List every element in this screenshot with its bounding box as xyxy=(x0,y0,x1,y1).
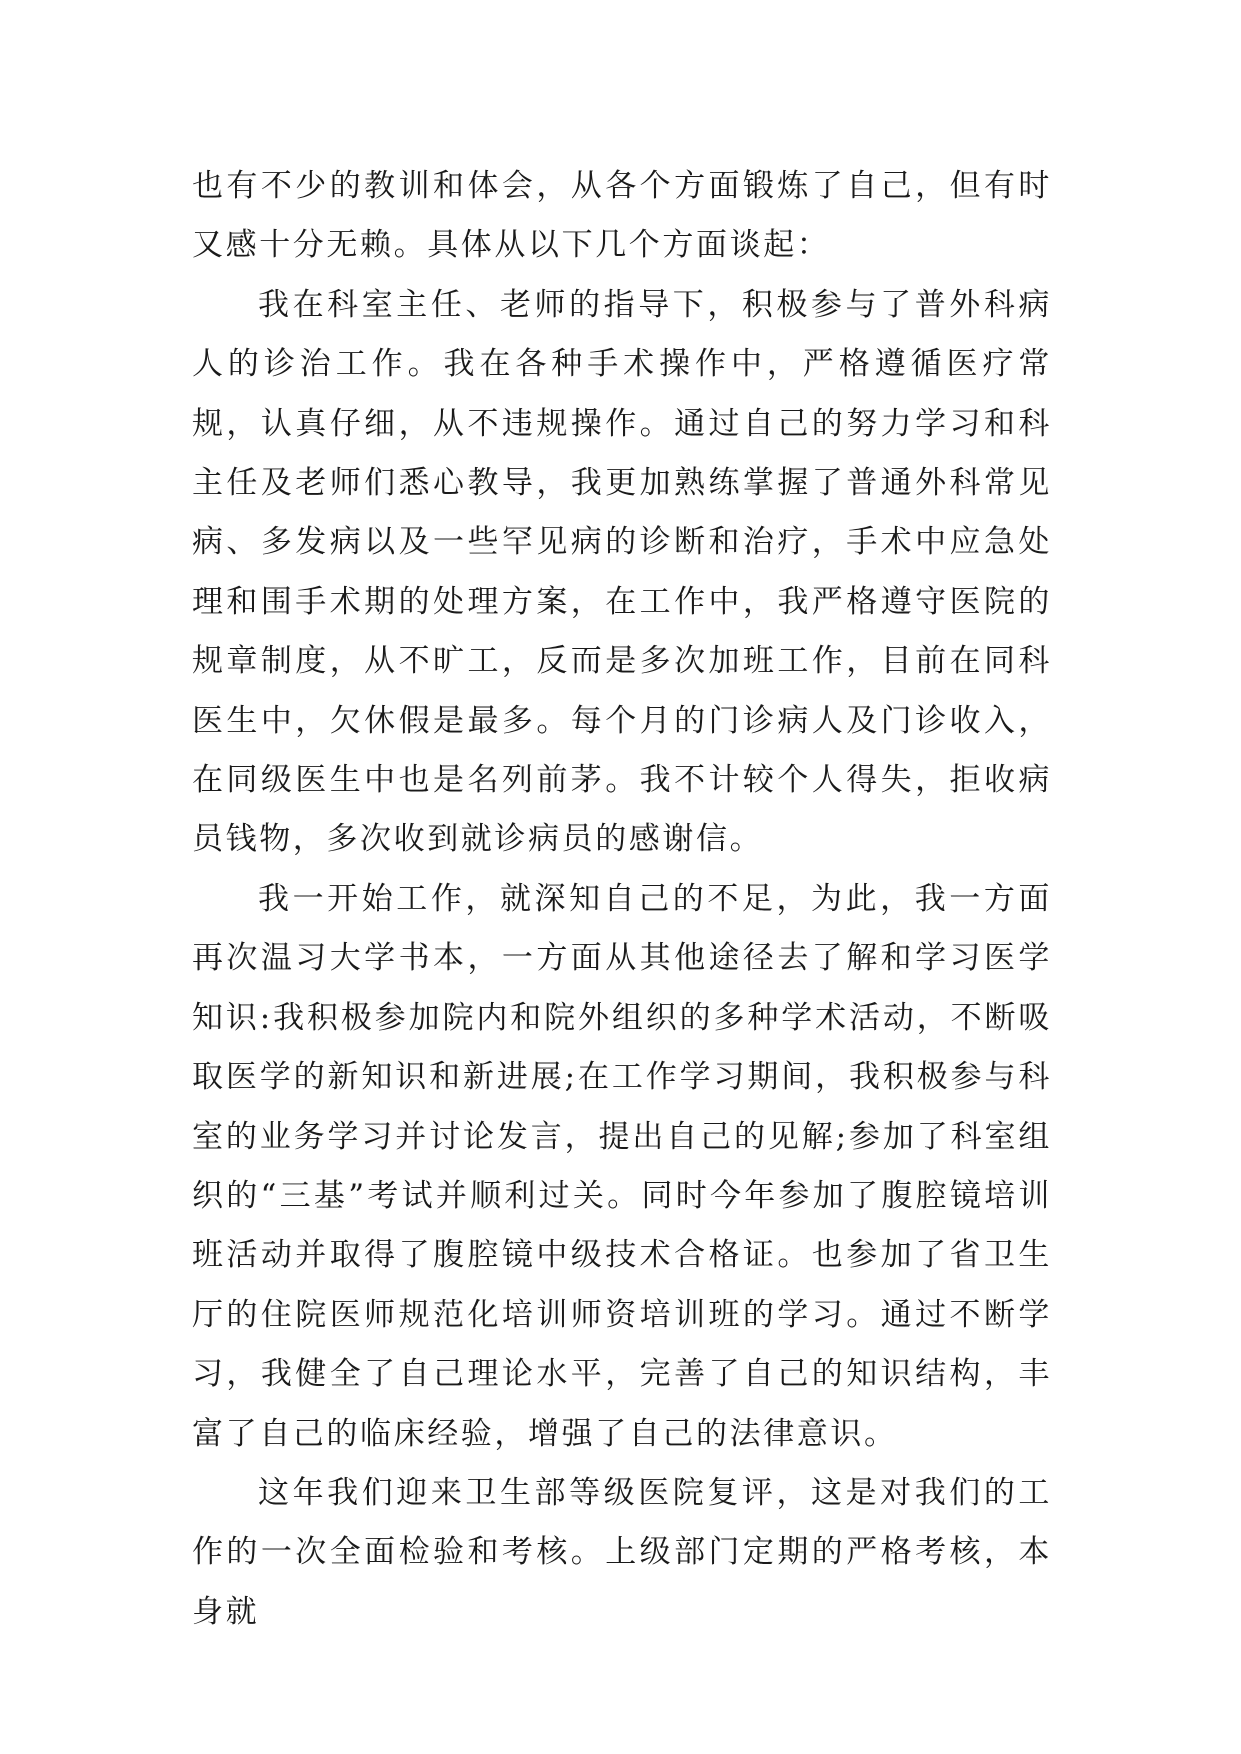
paragraph-4: 这年我们迎来卫生部等级医院复评，这是对我们的工作的一次全面检验和考核。上级部门定期的严格考核，本身就 xyxy=(192,1474,1052,1630)
paragraph-3: 我一开始工作，就深知自己的不足，为此，我一方面再次温习大学书本，一方面从其他途径去了解和学习医学知识:我积极参加院内和院外组织的多种学术活动，不断吸取医学的新知识和新进展;在工作学习期间，我积极参与科室的业务学习并讨论发言，提出自己的见解;参加了科室组织的“三基”考试并顺利过关。同时今年参加了腹腔镜培训班活动并取得了腹腔镜中级技术合格证。也参加了省卫生厅的住院医师规范化培训师资培训班的学习。通过不断学习，我健全了自己理论水平，完善了自己的知识结构，丰富了自己的临床经验，增强了自己的法律意识。 xyxy=(192,880,1052,1452)
document-body xyxy=(192,157,1052,1642)
paragraph-2: 我在科室主任、老师的指导下，积极参与了普外科病人的诊治工作。我在各种手术操作中，严格遵循医疗常规，认真仔细，从不违规操作。通过自己的努力学习和科主任及老师们悉心教导，我更加熟练掌握了普通外科常见病、多发病以及一些罕见病的诊断和治疗，手术中应急处理和围手术期的处理方案，在工作中，我严格遵守医院的规章制度，从不旷工，反而是多次加班工作，目前在同科医生中，欠休假是最多。每个月的门诊病人及门诊收入，在同级医生中也是名列前茅。我不计较个人得失，拒收病员钱物，多次收到就诊病员的感谢信。 xyxy=(192,286,1052,858)
paragraph-1: 也有不少的教训和体会，从各个方面锻炼了自己，但有时又感十分无赖。具体从以下几个方面谈起： xyxy=(192,168,1052,264)
